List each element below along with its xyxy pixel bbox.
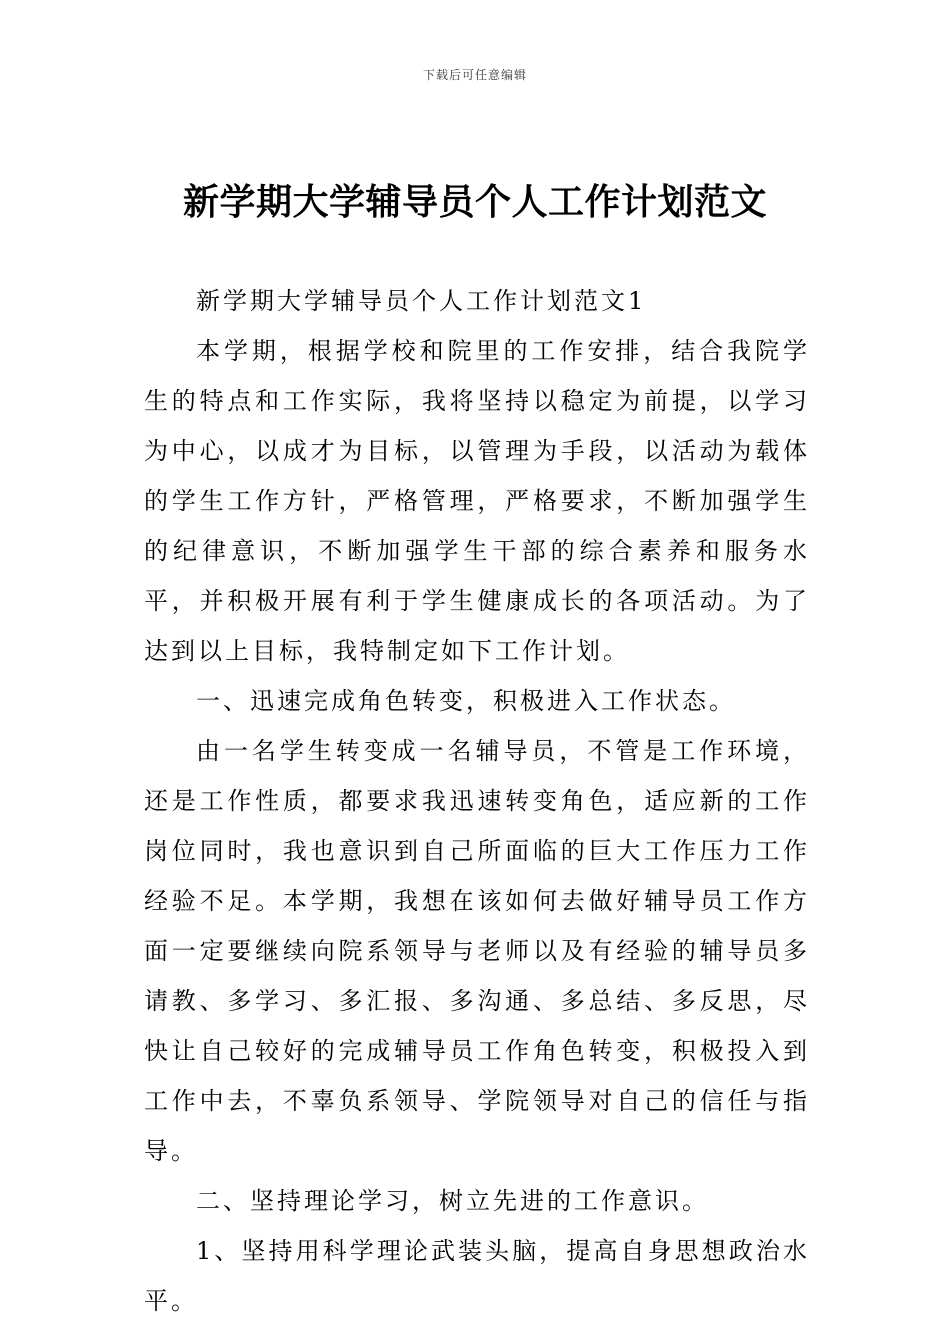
document-body [144, 276, 810, 1326]
header-note: 下载后可任意编辑 [422, 68, 527, 82]
section-heading: 一、迅速完成角色转变，积极进入工作状态。 [196, 687, 736, 715]
body-paragraph: 1、坚持用科学理论武装头脑，提高自身思想政治水平。 [144, 1237, 810, 1315]
body-paragraph: 本学期，根据学校和院里的工作安排，结合我院学生的特点和工作实际，我将坚持以稳定为前提，以学习为中心，以成才为目标，以管理为手段，以活动为载体的学生工作方针，严格管理，严格要求，不断加强学生的纪律意识，不断加强学生干部的综合素养和服务水平，并积极开展有利于学生健康成长的各项活动。为了达到以上目标，我特制定如下工作计划。 [144, 337, 810, 665]
section-heading: 二、坚持理论学习，树立先进的工作意识。 [196, 1187, 709, 1215]
section-heading: 新学期大学辅导员个人工作计划范文1 [196, 287, 647, 315]
body-paragraph: 由一名学生转变成一名辅导员，不管是工作环境，还是工作性质，都要求我迅速转变角色，适应新的工作岗位同时，我也意识到自己所面临的巨大工作压力工作经验不足。本学期，我想在该如何去做好辅导员工作方面一定要继续向院系领导与老师以及有经验的辅导员多请教、多学习、多汇报、多沟通、多总结、多反思，尽快让自己较好的完成辅导员工作角色转变，积极投入到工作中去，不辜负系领导、学院领导对自己的信任与指导。 [144, 737, 810, 1165]
document-title: 新学期大学辅导员个人工作计划范文 [182, 182, 767, 223]
